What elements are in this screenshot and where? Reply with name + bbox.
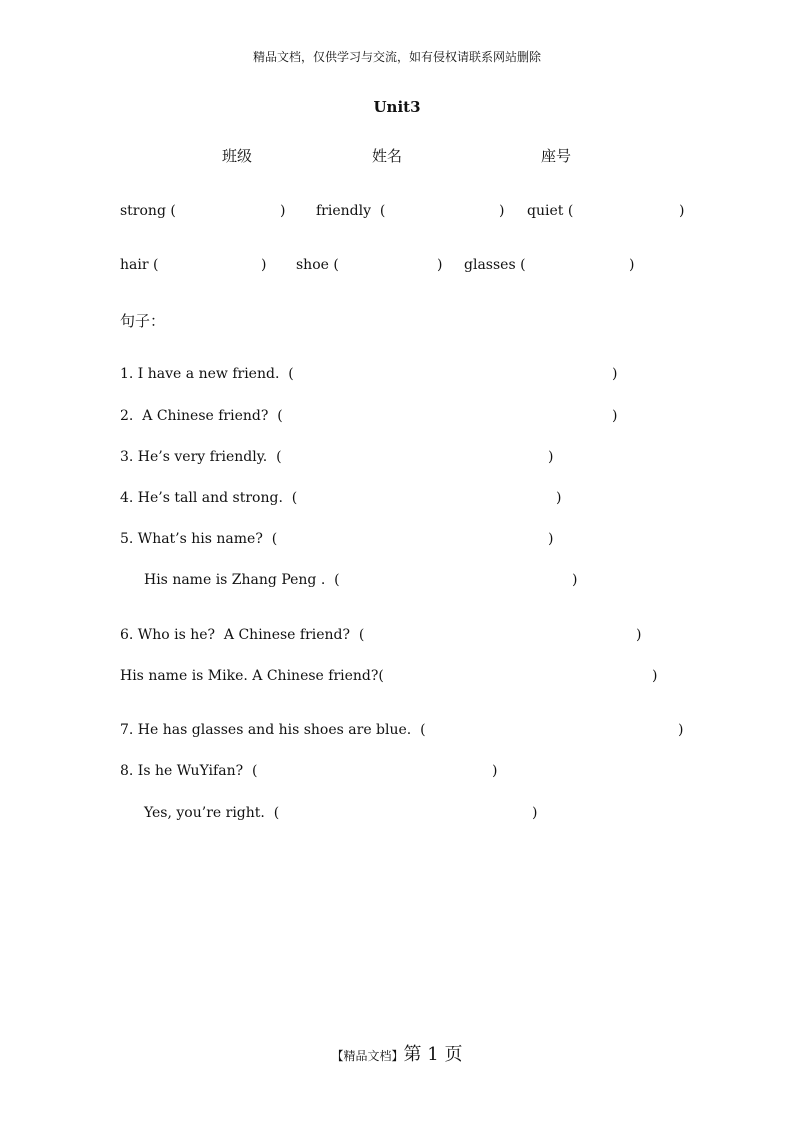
close-paren: ) bbox=[492, 763, 498, 779]
close-paren: ) bbox=[280, 203, 286, 219]
page-footer bbox=[0, 1040, 794, 1066]
close-paren: ) bbox=[678, 722, 684, 738]
sentence-1: 1. I have a new friend. ( bbox=[120, 366, 294, 382]
close-paren: ) bbox=[532, 805, 538, 821]
footer-label: 【精品文档】 bbox=[331, 1049, 404, 1063]
seat-label: 座号 bbox=[541, 147, 572, 165]
vocab-strong: strong ( bbox=[120, 203, 176, 219]
sentence-5-answer: His name is Zhang Peng . ( bbox=[144, 572, 340, 588]
sentence-8: 8. Is he WuYifan? ( bbox=[120, 763, 258, 779]
close-paren: ) bbox=[629, 257, 635, 273]
vocab-shoe: shoe ( bbox=[296, 257, 339, 273]
close-paren: ) bbox=[679, 203, 685, 219]
vocab-friendly: friendly ( bbox=[316, 203, 386, 219]
close-paren: ) bbox=[499, 203, 505, 219]
sentence-4: 4. He’s tall and strong. ( bbox=[120, 490, 298, 506]
sentence-6-answer: His name is Mike. A Chinese friend?( bbox=[120, 668, 384, 684]
vocab-glasses: glasses ( bbox=[464, 257, 526, 273]
name-label: 姓名 bbox=[372, 147, 403, 165]
sentence-5: 5. What’s his name? ( bbox=[120, 531, 278, 547]
watermark-header: 精品文档，仅供学习与交流，如有侵权请联系网站删除 bbox=[252, 50, 541, 64]
close-paren: ) bbox=[437, 257, 443, 273]
close-paren: ) bbox=[612, 408, 618, 424]
close-paren: ) bbox=[556, 490, 562, 506]
sentence-3: 3. He’s very friendly. ( bbox=[120, 449, 282, 465]
close-paren: ) bbox=[572, 572, 578, 588]
page-number: 第 1 页 bbox=[403, 1044, 463, 1065]
vocab-quiet: quiet ( bbox=[527, 203, 574, 219]
class-label: 班级 bbox=[222, 147, 253, 165]
sentence-6: 6. Who is he? A Chinese friend? ( bbox=[120, 627, 365, 643]
sentences-label: 句子： bbox=[120, 312, 166, 330]
close-paren: ) bbox=[548, 449, 554, 465]
vocab-hair: hair ( bbox=[120, 257, 159, 273]
close-paren: ) bbox=[261, 257, 267, 273]
close-paren: ) bbox=[548, 531, 554, 547]
sentence-2: 2. A Chinese friend? ( bbox=[120, 408, 283, 424]
close-paren: ) bbox=[612, 366, 618, 382]
close-paren: ) bbox=[652, 668, 658, 684]
close-paren: ) bbox=[636, 627, 642, 643]
sentence-8-answer: Yes, you’re right. ( bbox=[144, 805, 280, 821]
sentence-7: 7. He has glasses and his shoes are blue. ( bbox=[120, 722, 426, 738]
page-title: Unit3 bbox=[373, 98, 421, 116]
